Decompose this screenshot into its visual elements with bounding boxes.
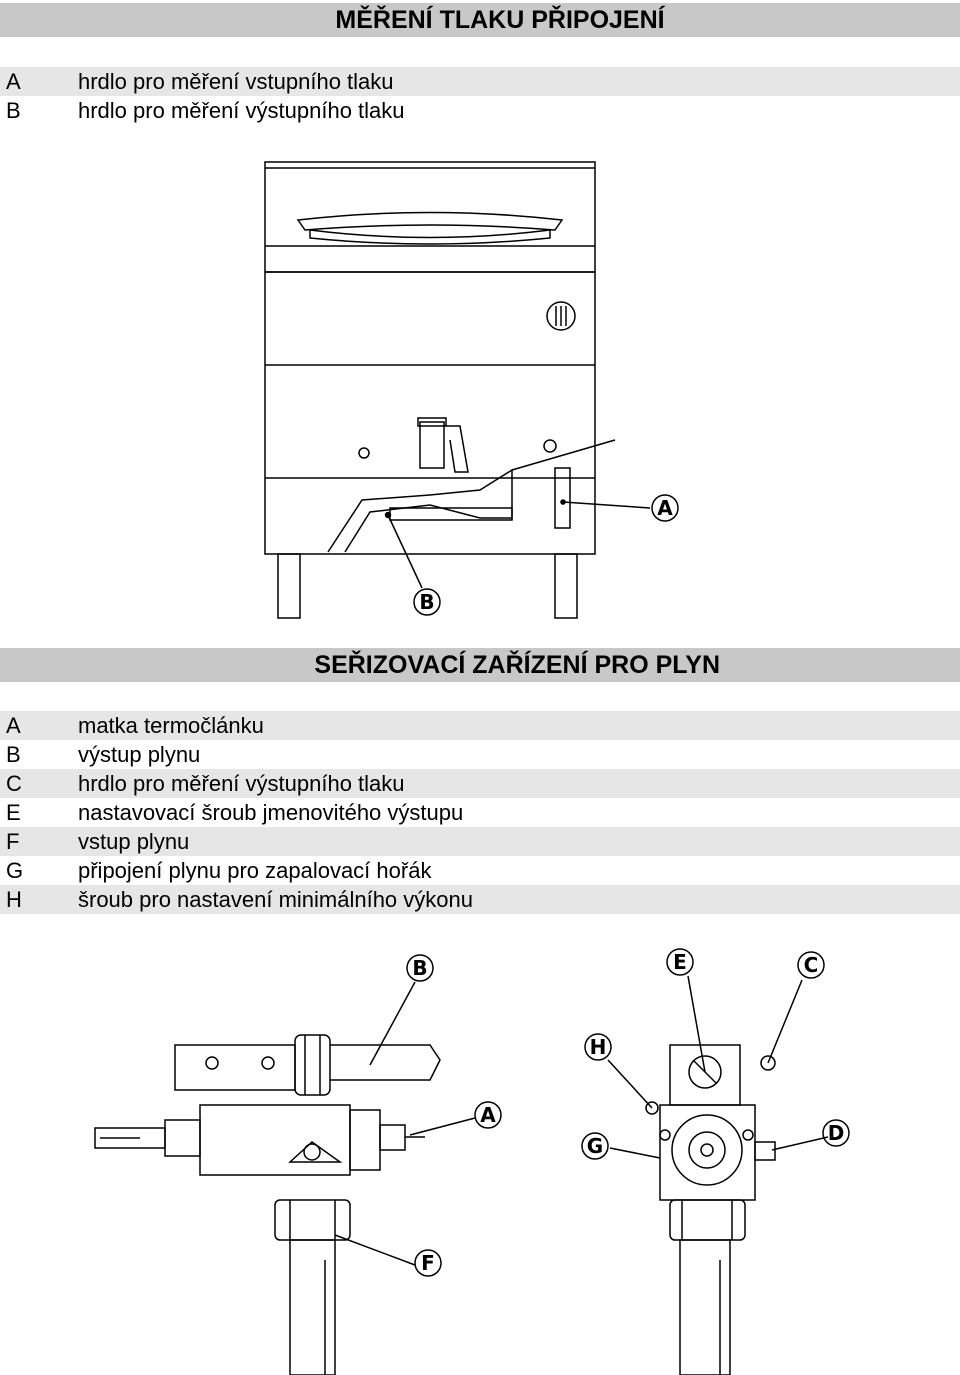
section-title-pressure-measurement: MĚŘENÍ TLAKU PŘIPOJENÍ [0, 3, 960, 37]
callout-c: C [803, 953, 819, 977]
legend-row [0, 67, 960, 96]
callout-b: B [412, 956, 428, 980]
legend-row [0, 798, 960, 827]
legend-row [0, 96, 960, 125]
legend-text: hrdlo pro měření vstupního tlaku [78, 69, 394, 94]
callout-a: A [480, 1103, 496, 1127]
legend-row [0, 769, 960, 798]
legend-text: nastavovací šroub jmenovitého výstupu [78, 800, 464, 825]
legend-key: E [6, 800, 21, 825]
legend-row [0, 885, 960, 914]
legend-key: G [6, 858, 24, 883]
legend-row [0, 856, 960, 885]
gas-valve-front-drawing [560, 930, 860, 1375]
legend-key: A [6, 69, 21, 94]
callout-a: A [657, 496, 673, 520]
legend-text: hrdlo pro měření výstupního tlaku [78, 98, 405, 123]
callout-d: D [827, 1121, 845, 1145]
legend-text: hrdlo pro měření výstupního tlaku [78, 771, 405, 796]
legend-text: matka termočlánku [78, 713, 264, 738]
callout-f: F [421, 1251, 435, 1275]
legend-text: výstup plynu [78, 742, 201, 767]
callout-h: H [589, 1035, 607, 1059]
appliance-front-drawing [250, 150, 690, 630]
legend-row [0, 740, 960, 769]
legend-key: H [6, 887, 22, 912]
legend-gas-control-device [0, 711, 960, 914]
callout-g: G [586, 1134, 604, 1158]
legend-text: šroub pro nastavení minimálního výkonu [78, 887, 473, 912]
legend-pressure-measurement [0, 67, 960, 125]
legend-key: B [6, 98, 21, 123]
legend-key: B [6, 742, 21, 767]
legend-row [0, 827, 960, 856]
legend-text: vstup plynu [78, 829, 190, 854]
legend-row [0, 711, 960, 740]
legend-key: A [6, 713, 21, 738]
callout-b: B [419, 590, 435, 614]
section-title-gas-control-device: SEŘIZOVACÍ ZAŘÍZENÍ PRO PLYN [0, 648, 960, 682]
callout-e: E [673, 950, 687, 974]
legend-text: připojení plynu pro zapalovací hořák [78, 858, 432, 883]
gas-valve-side-drawing [80, 930, 530, 1375]
legend-key: F [6, 829, 20, 854]
legend-key: C [6, 771, 22, 796]
